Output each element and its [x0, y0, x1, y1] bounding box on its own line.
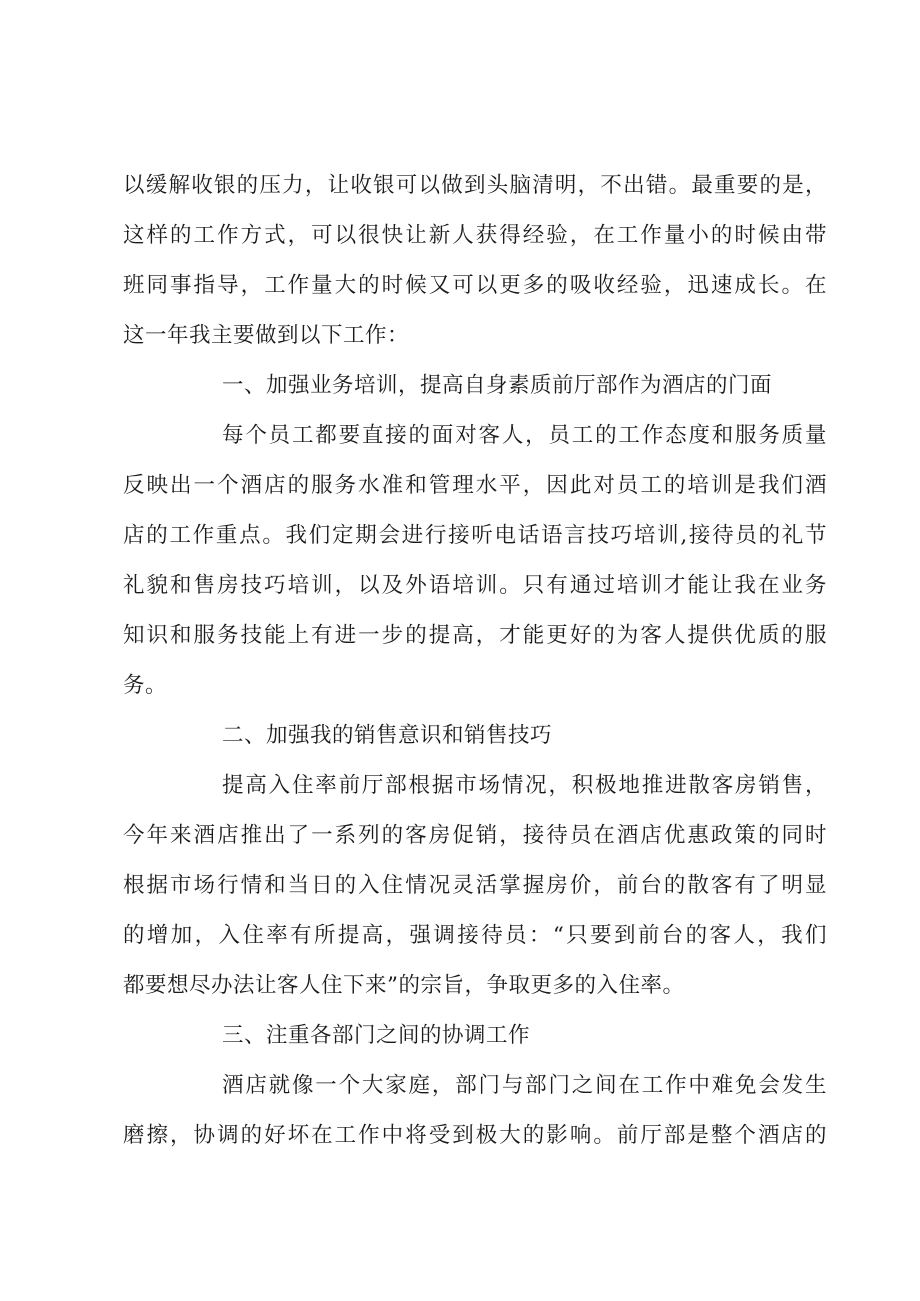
text-line: 务。 — [123, 673, 168, 698]
paragraph-start: 每个员工都要直接的面对客人，员工的工作态度和服务质量 — [222, 423, 827, 448]
paragraph-start: 提高入住率前厅部根据市场情况，积极地推进散客房销售， — [222, 773, 827, 798]
text-line: 知识和服务技能上有进一步的提高，才能更好的为客人提供优质的服 — [123, 623, 827, 648]
section-heading: 二、加强我的销售意识和销售技巧 — [222, 723, 553, 748]
text-line: 这样的工作方式，可以很快让新人获得经验，在工作量小的时候由带 — [123, 223, 827, 248]
text-line: 磨擦，协调的好坏在工作中将受到极大的影响。前厅部是整个酒店的 — [123, 1123, 827, 1148]
text-line: 的增加，入住率有所提高，强调接待员：“只要到前台的客人，我们 — [123, 923, 827, 948]
paragraph-start: 酒店就像一个大家庭，部门与部门之间在工作中难免会发生 — [222, 1073, 827, 1098]
text-line: 都要想尽办法让客人住下来”的宗旨，争取更多的入住率。 — [123, 973, 685, 998]
text-line: 礼貌和售房技巧培训，以及外语培训。只有通过培训才能让我在业务 — [123, 573, 827, 598]
text-line: 根据市场行情和当日的入住情况灵活掌握房价，前台的散客有了明显 — [123, 873, 827, 898]
text-line: 这一年我主要做到以下工作： — [123, 323, 410, 348]
section-heading: 一、加强业务培训，提高自身素质前厅部作为酒店的门面 — [222, 373, 773, 398]
text-line: 反映出一个酒店的服务水准和管理水平，因此对员工的培训是我们酒 — [123, 473, 827, 498]
text-line: 班同事指导，工作量大的时候又可以更多的吸收经验，迅速成长。在 — [123, 273, 827, 298]
text-line: 今年来酒店推出了一系列的客房促销，接待员在酒店优惠政策的同时 — [123, 823, 827, 848]
section-heading: 三、注重各部门之间的协调工作 — [222, 1023, 531, 1048]
text-line: 以缓解收银的压力，让收银可以做到头脑清明，不出错。最重要的是， — [123, 173, 827, 198]
text-line: 店的工作重点。我们定期会进行接听电话语言技巧培训,接待员的礼节 — [123, 523, 827, 548]
